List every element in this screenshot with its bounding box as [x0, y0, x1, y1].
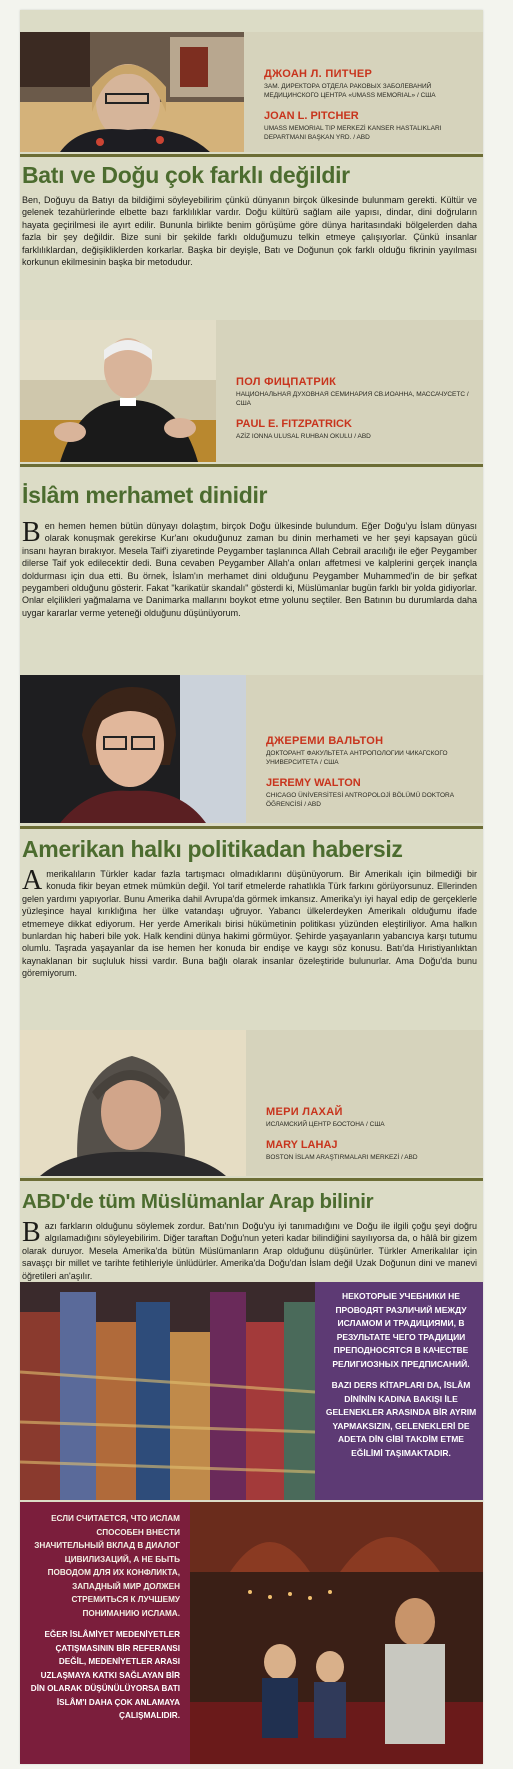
article-body: [22, 1217, 477, 1282]
name-latin: PAUL E. FITZPATRICK: [236, 418, 352, 430]
name-latin: JEREMY WALTON: [266, 777, 361, 789]
title-ru: ЗАМ. ДИРЕКТОРА ОТДЕЛА РАКОВЫХ ЗАБОЛЕВАНИЙ МЕДИЦИНСКОГО ЦЕНТРА «UMASS MEMORIAL» / США: [264, 83, 436, 99]
drop-cap: B: [22, 1217, 41, 1248]
article-text: merikalıların Türkler kadar fazla tartışmacı olmadıklarını düşünüyorum. Bir Amerikalı için bilmediği bir konuda fikir beyan etmek mümkün değil. Yol tarif etmelerde rahatlıkla Türk farkını görüyorsunuz. Ellerinden gelen yardımı yapıyorlar. Bunu Amerika dahil Avrupa'da görmek imkansız. Amerika'yı iyi hayal edip de gerçeklerle yüzleşince hayal kırıklığına her ülke vatandaşı uğruyor. Yabancı ülkelerdeyken Amerikalı olduğumu ifade etmemeye dikkat ediyorum. Her yerde Amerikalı birisi hükümetinin politikası yüzünden eleştiriliyor. Ama halkın bunlardan hiç haberi bile yok. Halk kendini dünya hakimi görmüyor. Şehirde yaşayanların yabancıya karşı tutumu olumlu. Taşrada yaşayanlar da ise hemen her konuda bir endişe ve kaygı söz konusu. Batı'da Hıristiyanlıktan kaynaklanan bir suçluluk hissi vardır. Buna bağlı olarak insanlar özeleştiride bulunurlar. Ama Doğu'da bunu göremiyorum.: [22, 869, 477, 979]
callout-text: [26, 1512, 180, 1723]
drop-cap: B: [22, 517, 41, 548]
name-latin: MARY LAHAJ: [266, 1139, 338, 1151]
section-rule: [20, 154, 483, 157]
photo-mosque-family: [190, 1502, 483, 1764]
profile-mary-lahaj: [20, 1030, 483, 1176]
section-rule: [20, 464, 483, 467]
headline: Amerikan halkı politikadan habersiz: [22, 836, 403, 862]
title-tr: BOSTON İSLAM ARAŞTIRMALARI MERKEZİ / ABD: [266, 1154, 418, 1161]
photo-paul-fitzpatrick: [20, 320, 216, 462]
quote-box-purple: [315, 1282, 483, 1500]
title-ru: ДОКТОРАНТ ФАКУЛЬТЕТА АНТРОПОЛОГИИ ЧИКАГСКОГО УНИВЕРСИТЕТА / США: [266, 750, 448, 766]
headline: Batı ve Doğu çok farklı değildir: [22, 162, 350, 188]
name-ru: ДЖОАН Л. ПИТЧЕР: [264, 68, 373, 80]
profile-paul-fitzpatrick: [20, 320, 483, 462]
article-body: [22, 865, 477, 980]
section-rule: [20, 1178, 483, 1181]
article-body: Ben, Doğuyu da Batıyı da bildiğimi söyleyebilirim çünkü dünyanın birçok ülkesinde bulunmam gerekti. Kültür ve gelenek tezahürlerinde elbette bazı farklılıklar vardır. Doğu kültürü sağlam aile yapısı, dindar, dini doğruların hayata geçirilmesi ile ayırt edilir. Bununla birlikte benim görüşüme göre dünya haritasındaki bölgelerden daha fazla bir şey değildir. Bize suni bir şekilde farklı olduğumuzu telkin etmeye çalışıyorlar. Çünkü insanlar farklılıklardan, değişikliklerden korkarlar. Başka bir deyişle, Batı ve Doğunun çok farklı olduğu fikrinin yayılması korkunun ekilmesinin başka bir metodudur.: [22, 195, 477, 268]
title-ru: ИСЛАМСКИЙ ЦЕНТР БОСТОНА / США: [266, 1121, 385, 1128]
drop-cap: A: [22, 865, 43, 896]
profile-info: [246, 1030, 483, 1176]
name-ru: ДЖЕРЕМИ ВАЛЬТОН: [266, 735, 384, 747]
title-tr: UMASS MEMORIAL TIP MERKEZİ KANSER HASTALIKLARI DEPARTMANI BAŞKAN YRD. / ABD: [264, 125, 442, 141]
title-tr: CHICAGO ÜNİVERSİTESİ ANTROPOLOJİ BÖLÜMÜ DOKTORA ÖĞRENCİSİ / ABD: [266, 792, 454, 808]
quote-box-wine: [20, 1502, 190, 1764]
callout-tr: EĞER İSLÂMİYET MEDENİYETLER ÇATIŞMASININ BİR REFERANSI DEĞİL, MEDENİYETLER ARASI UZLAŞMAYA KATKI SAĞLAYAN BİR DİN OLARAK DÜŞÜNÜLÜYORSA BATI İSLÂM'I DAHA ÇOK ANLAMAYA ÇALIŞMALIDIR.: [30, 1630, 180, 1720]
article-text: en hemen hemen bütün dünyayı dolaştım, birçok Doğu ülkesinde bulundum. Eğer Doğu'yu İslam dünyası olarak konuşmak gerekirse Kur'anı okuduğunuz zaman bu dinin merhameti ve her şeyi kapsayan gücü insanı hayran bırakıyor. Mesela Taif'i ziyaretinde Peygamber taşlanınca Allah Cebrail aracılığı ile eğer Peygamber dilerse Taif yok edilecektir dedi. Buna cevaben Peygamber Allah'a onları affetmesi ve kalplerini gerçek inançla doldurması için dua etti. Bu örnek, İslam'ın merhamet dini olduğunu Peygamber Muhammed'in de bir şefkat peygamberi olduğunu gösterir. Fakat "karikatür skandalı" gösterdi ki, Müslümanlar bugün farklı bir yolda gidiyorlar. Onlar elçilikleri yağmalama ve Danimarka mallarını boykot etme yolunu seçtiler. Ben Batının bu durumlarda daha uygar kararlar verme yeteneği olduğunu düşünüyorum.: [22, 521, 477, 618]
quote-tr: BAZI DERS KİTAPLARI DA, İSLÂM DİNİNİN KADINA BAKIŞI İLE GELENEKLER ARASINDA BİR AYRIM YAPMAKSIZIN, GELENEKLERİ DE ADETA DİN GİBİ TAKDİM ETME EĞİLİMİ TAŞIMAKTADIR.: [325, 1380, 477, 1458]
photo-joan-pitcher: [20, 32, 244, 152]
title-tr: AZİZ IONNA ULUSAL RUHBAN OKULU / ABD: [236, 433, 371, 440]
name-ru: ПОЛ ФИЦПАТРИК: [236, 376, 337, 388]
profile-jeremy-walton: [20, 675, 483, 823]
profile-info: [246, 675, 483, 823]
quote-ru: НЕКОТОРЫЕ УЧЕБНИКИ НЕ ПРОВОДЯТ РАЗЛИЧИЙ МЕЖДУ ИСЛАМОМ И ТРАДИЦИЯМИ, В РЕЗУЛЬТАТЕ ЧЕГО ТРАДИЦИИ ПРЕПОДНОСЯТСЯ В КАЧЕСТВЕ РЕЛИГИОЗНЫХ ПРЕДПИСАНИЙ.: [332, 1291, 470, 1369]
callout-ru: ЕСЛИ СЧИТАЕТСЯ, ЧТО ИСЛАМ СПОСОБЕН ВНЕСТИ ЗНАЧИТЕЛЬНЫЙ ВКЛАД В ДИАЛОГ ЦИВИЛИЗАЦИЙ, А НЕ БЫТЬ ПОВОДОМ ДЛЯ ИХ КОНФЛИКТА, ЗАПАДНЫЙ МИР ДОЛЖЕН СТРЕМИТЬСЯ К ЛУЧШЕМУ ПОНИМАНИЮ ИСЛАМА.: [34, 1514, 180, 1618]
name-latin: JOAN L. PITCHER: [264, 110, 359, 122]
photo-mary-lahaj: [20, 1030, 246, 1176]
article-text: azı farkların olduğunu söylemek zordur. Batı'nın Doğu'yu iyi tanımadığını ve Doğu ile ilgili çoğu şeyi doğru algılamadığını söyleyebilirim. Diğer taraftan Doğu'nun yeteri kadar bilindiğini sayılıyorsa da, o hâlâ bir gizem olarak duruyor. Mesela Amerika'da bütün Müslümanların Arap olduğunu düşünürler. Türkler Amerikalılar için savaşçı bir millet ve tarihte fetihleriyle ünlüdürler. Amerika'da Doğu'dan İslam değil Uzak Doğunun dini ve manevi öğretileri an'aşılır.: [22, 1221, 477, 1281]
profile-info: [216, 320, 483, 462]
page-paper: [20, 10, 483, 1764]
headline: ABD'de tüm Müslümanlar Arap bilinir: [22, 1190, 374, 1213]
profile-info: [244, 32, 483, 152]
headline: İslâm merhamet dinidir: [22, 482, 268, 508]
profile-joan-pitcher: [20, 32, 483, 152]
quote-text: [325, 1290, 477, 1460]
title-ru: НАЦИОНАЛЬНАЯ ДУХОВНАЯ СЕМИНАРИЯ СВ.ИОАННА, МАССАЧУСЕТС / США: [236, 391, 469, 407]
photo-crowd-textiles: [20, 1282, 315, 1500]
name-ru: МЕРИ ЛАХАЙ: [266, 1106, 343, 1118]
section-rule: [20, 826, 483, 829]
article-body: [22, 517, 477, 619]
photo-jeremy-walton: [20, 675, 246, 823]
